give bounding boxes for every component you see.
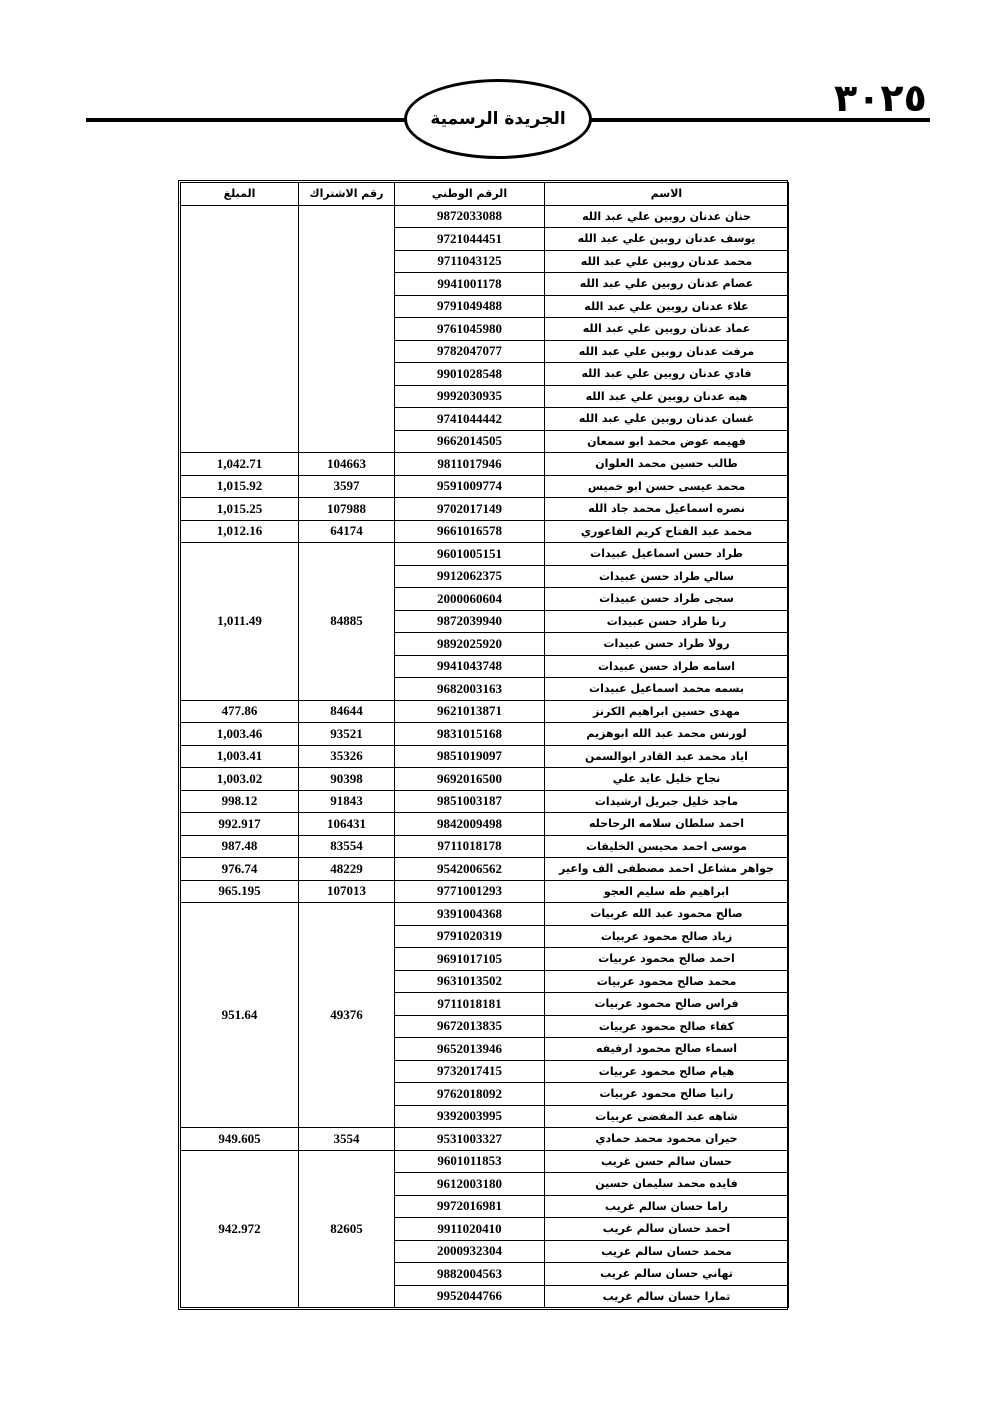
national-id-cell: 9621013871: [395, 700, 545, 723]
subscription-cell: 64174: [299, 520, 395, 543]
name-cell: رانيا صالح محمود عربيات: [545, 1083, 789, 1106]
subscription-cell: 83554: [299, 835, 395, 858]
amount-cell: 976.74: [181, 858, 299, 881]
header-national-id: الرقم الوطني: [395, 183, 545, 206]
national-id-cell: 9952044766: [395, 1285, 545, 1308]
name-cell: فهيمه عوض محمد ابو سمعان: [545, 430, 789, 453]
national-id-cell: 9612003180: [395, 1173, 545, 1196]
national-id-cell: 9762018092: [395, 1083, 545, 1106]
name-cell: ابراهيم طه سليم العجو: [545, 880, 789, 903]
table-row: [181, 858, 789, 881]
table-row: [181, 745, 789, 768]
name-cell: صالح محمود عبد الله عربيات: [545, 903, 789, 926]
subscription-cell: 106431: [299, 813, 395, 836]
national-id-cell: 9872039940: [395, 610, 545, 633]
table-row: [181, 813, 789, 836]
national-id-cell: 9392003995: [395, 1105, 545, 1128]
national-id-cell: 9691017105: [395, 948, 545, 971]
amount-cell: 1,003.46: [181, 723, 299, 746]
name-cell: لورنس محمد عبد الله ابوهزيم: [545, 723, 789, 746]
national-id-cell: 9771001293: [395, 880, 545, 903]
page-number: ٣٠٢٥: [834, 76, 927, 120]
amount-cell: 1,042.71: [181, 453, 299, 476]
header-name: الاسم: [545, 183, 789, 206]
table-row: [181, 453, 789, 476]
name-cell: سجى طراد حسن عبيدات: [545, 588, 789, 611]
national-id-cell: 9661016578: [395, 520, 545, 543]
subscription-cell: 49376: [299, 903, 395, 1128]
national-id-cell: 9531003327: [395, 1128, 545, 1151]
national-id-cell: 9601011853: [395, 1150, 545, 1173]
name-cell: غسان عدنان روبين علي عبد الله: [545, 408, 789, 431]
name-cell: سالي طراد حسن عبيدات: [545, 565, 789, 588]
amount-cell: 1,003.41: [181, 745, 299, 768]
table-row: [181, 835, 789, 858]
amount-cell: 1,003.02: [181, 768, 299, 791]
table-row: [181, 1150, 789, 1173]
national-id-cell: 9811017946: [395, 453, 545, 476]
name-cell: محمد عيسى حسن ابو خميس: [545, 475, 789, 498]
header-subscription: رقم الاشتراك: [299, 183, 395, 206]
national-id-cell: 9601005151: [395, 543, 545, 566]
name-cell: محمد عدنان روبين علي عبد الله: [545, 250, 789, 273]
subscription-cell: 48229: [299, 858, 395, 881]
national-id-cell: 9911020410: [395, 1218, 545, 1241]
subscription-cell: 104663: [299, 453, 395, 476]
name-cell: اسماء صالح محمود ارفيفه: [545, 1038, 789, 1061]
table-row: [181, 475, 789, 498]
national-id-cell: 9542006562: [395, 858, 545, 881]
name-cell: نصره اسماعيل محمد جاد الله: [545, 498, 789, 521]
subscription-cell: 35326: [299, 745, 395, 768]
masthead-oval: [404, 79, 592, 159]
table-row: [181, 768, 789, 791]
amount-cell: 1,012.16: [181, 520, 299, 543]
name-cell: احمد سلطان سلامه الرحاحله: [545, 813, 789, 836]
name-cell: هيام صالح محمود عربيات: [545, 1060, 789, 1083]
name-cell: زياد صالح محمود عربيات: [545, 925, 789, 948]
table-body: [181, 205, 789, 1308]
national-id-cell: 9842009498: [395, 813, 545, 836]
amount-cell: [181, 205, 299, 453]
national-id-cell: 9711018178: [395, 835, 545, 858]
name-cell: مرفت عدنان روبين علي عبد الله: [545, 340, 789, 363]
name-cell: عماد عدنان روبين علي عبد الله: [545, 318, 789, 341]
amount-cell: 992.917: [181, 813, 299, 836]
amount-cell: 1,011.49: [181, 543, 299, 701]
subscription-cell: 84644: [299, 700, 395, 723]
table-row: [181, 205, 789, 228]
national-id-cell: 9741044442: [395, 408, 545, 431]
national-id-cell: 2000932304: [395, 1240, 545, 1263]
name-cell: فايده محمد سليمان حسين: [545, 1173, 789, 1196]
national-id-cell: 9391004368: [395, 903, 545, 926]
subscription-cell: [299, 205, 395, 453]
name-cell: عصام عدنان روبين علي عبد الله: [545, 273, 789, 296]
national-id-cell: 9892025920: [395, 633, 545, 656]
national-id-cell: 9791049488: [395, 295, 545, 318]
amount-cell: 942.972: [181, 1150, 299, 1308]
name-cell: محمد حسان سالم غريب: [545, 1240, 789, 1263]
national-id-cell: 9672013835: [395, 1015, 545, 1038]
table-row: [181, 1128, 789, 1151]
amount-cell: 949.605: [181, 1128, 299, 1151]
national-id-cell: 9941043748: [395, 655, 545, 678]
name-cell: اسامه طراد حسن عبيدات: [545, 655, 789, 678]
table-row: [181, 790, 789, 813]
name-cell: راما حسان سالم غريب: [545, 1195, 789, 1218]
national-id-cell: 9851003187: [395, 790, 545, 813]
name-cell: تهاني حسان سالم غريب: [545, 1263, 789, 1286]
national-id-cell: 9851019097: [395, 745, 545, 768]
name-cell: تمارا حسان سالم غريب: [545, 1285, 789, 1308]
name-cell: جواهر مشاعل احمد مصطفى الف واعير: [545, 858, 789, 881]
national-id-cell: 9782047077: [395, 340, 545, 363]
subscription-cell: 107988: [299, 498, 395, 521]
table-row: [181, 880, 789, 903]
national-id-cell: 9662014505: [395, 430, 545, 453]
national-id-cell: 9591009774: [395, 475, 545, 498]
name-cell: علاء عدنان روبين علي عبد الله: [545, 295, 789, 318]
national-id-cell: 9972016981: [395, 1195, 545, 1218]
name-cell: ماجد خليل جبريل ارشيدات: [545, 790, 789, 813]
amount-cell: 987.48: [181, 835, 299, 858]
masthead-title: الجريدة الرسمية: [430, 109, 566, 129]
name-cell: يوسف عدنان روبين علي عبد الله: [545, 228, 789, 251]
name-cell: طالب حسين محمد العلوان: [545, 453, 789, 476]
national-id-cell: 9872033088: [395, 205, 545, 228]
subscription-cell: 3597: [299, 475, 395, 498]
name-cell: طراد حسن اسماعيل عبيدات: [545, 543, 789, 566]
name-cell: محمد صالح محمود عربيات: [545, 970, 789, 993]
payments-table: [180, 182, 789, 1308]
name-cell: احمد صالح محمود عربيات: [545, 948, 789, 971]
amount-cell: 951.64: [181, 903, 299, 1128]
national-id-cell: 9992030935: [395, 385, 545, 408]
subscription-cell: 82605: [299, 1150, 395, 1308]
national-id-cell: 2000060604: [395, 588, 545, 611]
national-id-cell: 9941001178: [395, 273, 545, 296]
name-cell: فراس صالح محمود عربيات: [545, 993, 789, 1016]
amount-cell: 965.195: [181, 880, 299, 903]
national-id-cell: 9711043125: [395, 250, 545, 273]
name-cell: فادي عدنان روبين علي عبد الله: [545, 363, 789, 386]
name-cell: رولا طراد حسن عبيدات: [545, 633, 789, 656]
national-id-cell: 9702017149: [395, 498, 545, 521]
name-cell: شاهه عبد المفضى عربيات: [545, 1105, 789, 1128]
table-row: [181, 520, 789, 543]
amount-cell: 1,015.25: [181, 498, 299, 521]
national-id-cell: 9912062375: [395, 565, 545, 588]
table-row: [181, 543, 789, 566]
name-cell: حيران محمود محمد حمادي: [545, 1128, 789, 1151]
amount-cell: 998.12: [181, 790, 299, 813]
name-cell: رنا طراد حسن عبيدات: [545, 610, 789, 633]
header-amount: المبلغ: [181, 183, 299, 206]
subscription-cell: 93521: [299, 723, 395, 746]
national-id-cell: 9732017415: [395, 1060, 545, 1083]
table-row: [181, 498, 789, 521]
name-cell: محمد عبد الفتاح كريم الفاعوري: [545, 520, 789, 543]
national-id-cell: 9901028548: [395, 363, 545, 386]
header-row: [181, 183, 789, 206]
subscription-cell: 84885: [299, 543, 395, 701]
name-cell: نجاح خليل عايد علي: [545, 768, 789, 791]
national-id-cell: 9652013946: [395, 1038, 545, 1061]
subscription-cell: 107013: [299, 880, 395, 903]
national-id-cell: 9882004563: [395, 1263, 545, 1286]
table-frame: [178, 180, 788, 1310]
national-id-cell: 9721044451: [395, 228, 545, 251]
national-id-cell: 9831015168: [395, 723, 545, 746]
subscription-cell: 3554: [299, 1128, 395, 1151]
table-row: [181, 723, 789, 746]
national-id-cell: 9761045980: [395, 318, 545, 341]
name-cell: حنان عدنان روبين علي عبد الله: [545, 205, 789, 228]
national-id-cell: 9711018181: [395, 993, 545, 1016]
national-id-cell: 9682003163: [395, 678, 545, 701]
amount-cell: 1,015.92: [181, 475, 299, 498]
amount-cell: 477.86: [181, 700, 299, 723]
name-cell: اياد محمد عبد القادر ابوالسمن: [545, 745, 789, 768]
national-id-cell: 9791020319: [395, 925, 545, 948]
national-id-cell: 9692016500: [395, 768, 545, 791]
national-id-cell: 9631013502: [395, 970, 545, 993]
table-row: [181, 700, 789, 723]
name-cell: موسى احمد محيسن الخليفات: [545, 835, 789, 858]
name-cell: احمد حسان سالم غريب: [545, 1218, 789, 1241]
name-cell: كفاء صالح محمود عربيات: [545, 1015, 789, 1038]
subscription-cell: 91843: [299, 790, 395, 813]
subscription-cell: 90398: [299, 768, 395, 791]
name-cell: مهدى حسين ابراهيم الكرنز: [545, 700, 789, 723]
name-cell: هبه عدنان روبين علي عبد الله: [545, 385, 789, 408]
name-cell: حسان سالم حسن غريب: [545, 1150, 789, 1173]
table-row: [181, 903, 789, 926]
name-cell: بسمه محمد اسماعيل عبيدات: [545, 678, 789, 701]
